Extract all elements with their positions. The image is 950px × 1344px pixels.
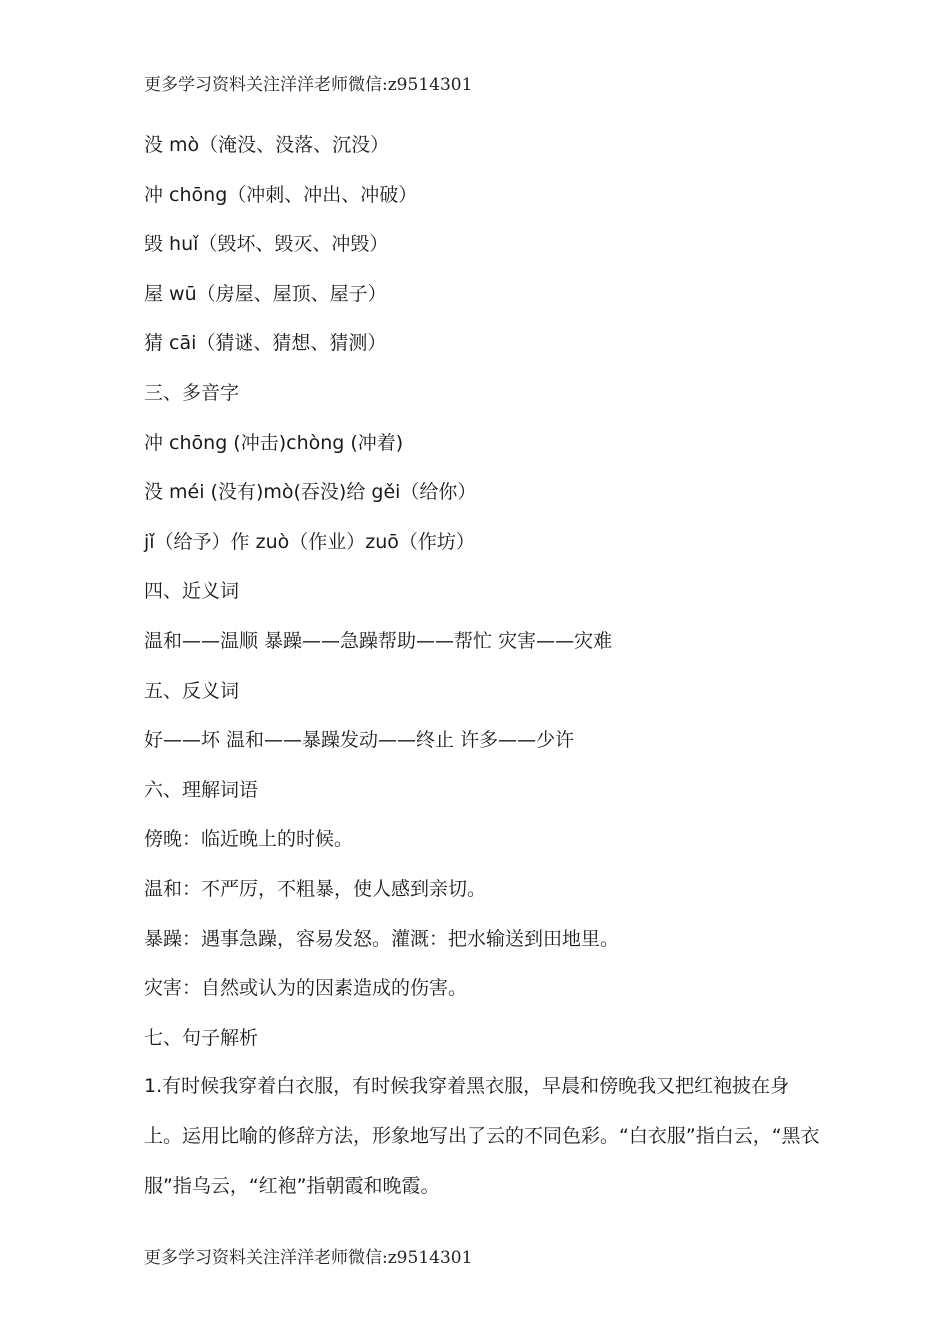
polyphone-mei-gei: 没 méi (没有)mò(吞没)给 gěi（给你） <box>144 481 477 504</box>
section-heading-polyphones: 三、多音字 <box>144 381 240 404</box>
word-entry-wu: 屋 wū（房屋、屋顶、屋子） <box>144 282 387 305</box>
sentence-analysis-paragraph: 1.有时候我穿着白衣服，有时候我穿着黑衣服，早晨和傍晚我又把红袍披在身上。运用比喻的修辞方法，形象地写出了云的不同色彩。“白衣服”指白云，“黑衣服”指乌云，“红袍”指朝霞和晚霞。 <box>144 1075 820 1197</box>
polyphone-ji-zuo: jǐ（给予）作 zuò（作业）zuō（作坊） <box>144 530 475 553</box>
definition-wenhe: 温和：不严厉，不粗暴，使人感到亲切。 <box>144 877 487 900</box>
word-entry-hui: 毁 huǐ（毁坏、毁灭、冲毁） <box>144 233 389 256</box>
document-body <box>144 133 824 1211</box>
section-heading-sentence-analysis: 七、句子解析 <box>144 1026 259 1049</box>
synonyms-list: 温和——温顺 暴躁——急躁帮助——帮忙 灾害——灾难 <box>144 629 613 652</box>
definition-bangwan: 傍晚：临近晚上的时候。 <box>144 828 354 851</box>
polyphone-chong: 冲 chōng (冲击)chòng (冲着) <box>144 431 404 454</box>
section-heading-vocabulary: 六、理解词语 <box>144 778 259 801</box>
definition-zaihai: 灾害：自然或认为的因素造成的伤害。 <box>144 977 468 1000</box>
word-entry-chong: 冲 chōng（冲刺、冲出、冲破） <box>144 183 418 206</box>
section-heading-synonyms: 四、近义词 <box>144 580 240 603</box>
page-header: 更多学习资料关注洋洋老师微信:z9514301 <box>144 75 473 95</box>
section-heading-antonyms: 五、反义词 <box>144 679 240 702</box>
definition-baozao-guangai: 暴躁：遇事急躁，容易发怒。灌溉：把水输送到田地里。 <box>144 927 620 950</box>
word-entry-cai: 猜 cāi（猜谜、猜想、猜测） <box>144 332 387 355</box>
page-footer: 更多学习资料关注洋洋老师微信:z9514301 <box>144 1248 473 1268</box>
antonyms-list: 好——坏 温和——暴躁发动——终止 许多——少许 <box>144 729 575 752</box>
word-entry-mo: 没 mò（淹没、没落、沉没） <box>144 134 390 156</box>
